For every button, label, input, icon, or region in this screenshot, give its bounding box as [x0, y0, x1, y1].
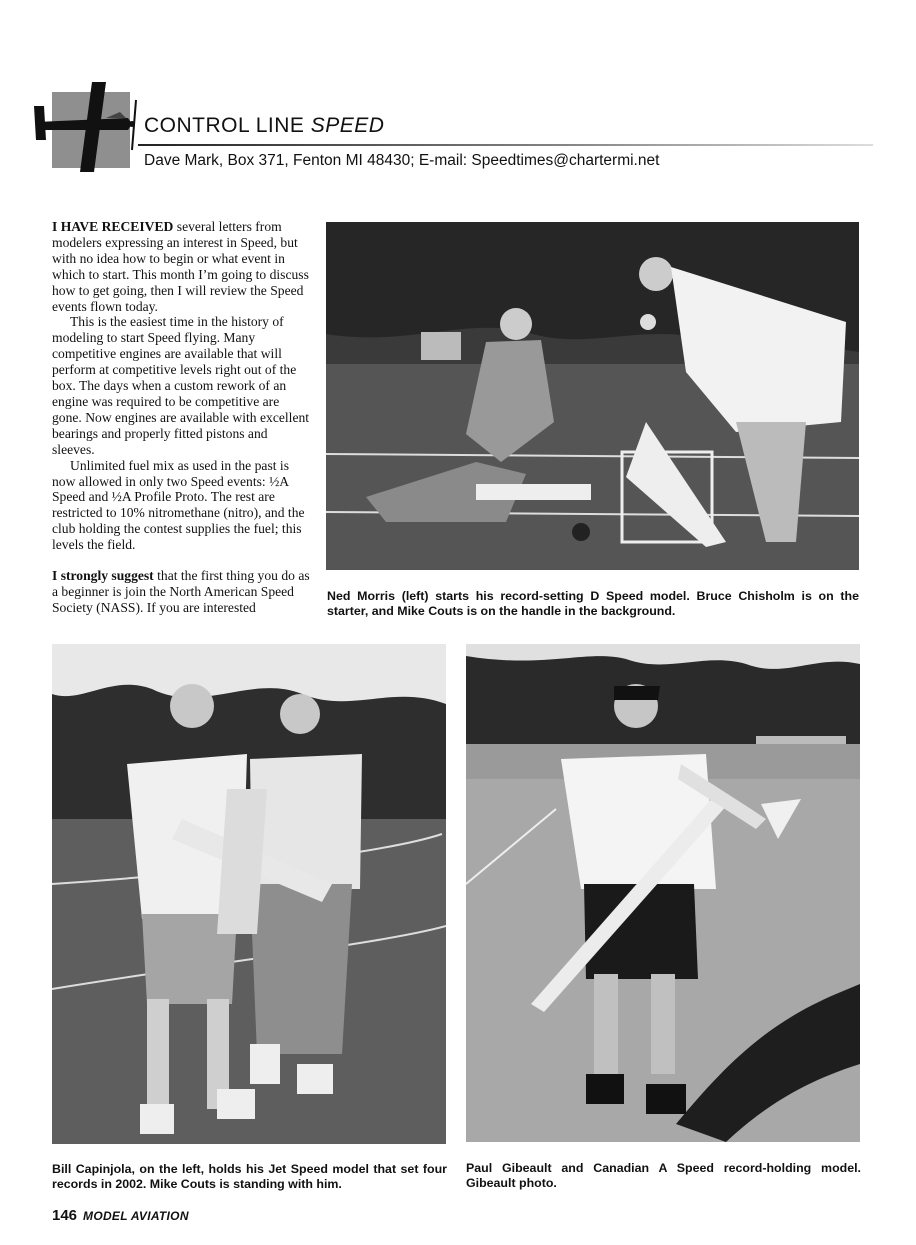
- page-number: 146: [52, 1207, 78, 1224]
- paragraph-2: This is the easiest time in the history of modeling to start Speed flying. Many competitive engines are available that will perform at competitive levels right out of the box. The days when a custom rework of an engine was required to be competitive are gone. Now engines are available with excellent bearings and properly fitted pistons and sleeves.: [52, 314, 310, 457]
- caption-top-photo: Ned Morris (left) starts his record-setting D Speed model. Bruce Chisholm is on the starter, and Mike Couts is on the handle in the background.: [327, 589, 859, 618]
- photo-bill-capinjola: [52, 644, 446, 1144]
- paragraph-1: I HAVE RECEIVED several letters from modelers expressing an interest in Speed, but with no idea how to begin or what event in which to start. This month I’m going to discuss how to get going, then I will review the Speed events flown today.: [52, 219, 309, 314]
- author-byline: Dave Mark, Box 371, Fenton MI 48430; E-mail: Speedtimes@chartermi.net: [144, 152, 660, 169]
- page-footer: [52, 1207, 189, 1224]
- photo-ned-morris: [326, 222, 859, 570]
- caption-bottom-left-photo: Bill Capinjola, on the left, holds his Jet Speed model that set four records in 2002. Mike Couts is standing with him.: [52, 1162, 447, 1191]
- magazine-name: MODEL AVIATION: [83, 1209, 189, 1223]
- photo-paul-gibeault: [466, 644, 860, 1142]
- column-title: CONTROL LINE SPEED: [144, 114, 385, 137]
- airplane-logo-icon: [28, 78, 148, 178]
- caption-bottom-right-photo: Paul Gibeault and Canadian A Speed record-holding model. Gibeault photo.: [466, 1161, 861, 1190]
- paragraph-3: Unlimited fuel mix as used in the past is now allowed in only two Speed events: ½A Speed and ½A Profile Proto. The rest are restricted to 10% nitromethane (nitro), and the club holding the contest supplies the fuel; this levels the field.: [52, 457, 305, 553]
- header-rule: [138, 144, 873, 146]
- paragraph-4: I strongly suggest that the first thing you do as a beginner is join the North American Speed Society (NASS). If you are interested: [52, 568, 310, 615]
- article-column: [52, 219, 310, 616]
